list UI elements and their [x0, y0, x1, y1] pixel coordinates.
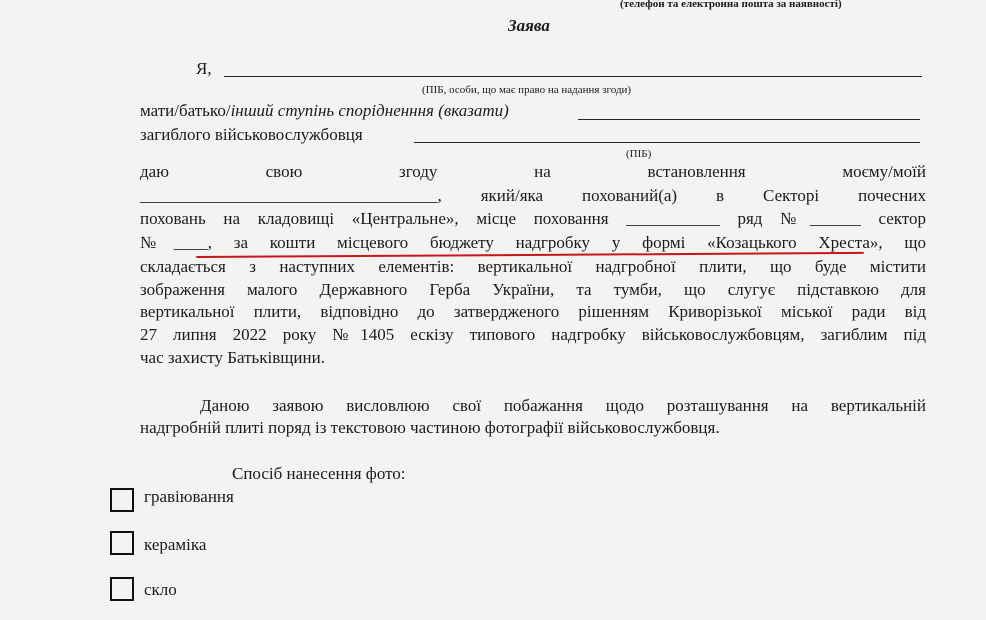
relation-italic-text: інший ступінь спорідненння (вказати)	[230, 101, 509, 120]
glass-checkbox[interactable]	[110, 577, 134, 601]
consent-word: встановлення	[647, 162, 746, 181]
contact-hint: (телефон та електронна пошта за наявності)	[620, 0, 842, 10]
applicant-name-hint: (ПІБ, особи, що має право на надання згоди)	[422, 84, 632, 96]
consent-line	[140, 162, 926, 182]
wish-paragraph-last-line: надгробній плиті поряд із текстовою частиною фотографії військовослужбовця.	[140, 418, 720, 437]
engraving-label: гравіювання	[144, 487, 234, 506]
ceramic-checkbox[interactable]	[110, 531, 134, 555]
paragraph-line: 27 липня 2022 року №1405 ескізу типового надгробку військовослужбовцям, загиблим під	[140, 325, 926, 344]
ceramic-label: кераміка	[144, 535, 207, 554]
consent-word: свою	[265, 162, 303, 181]
paragraph-line: зображення малого Державного Герба України, та тумби, що слугує підставкою для	[140, 280, 926, 299]
applicant-prefix: Я,	[196, 59, 212, 78]
paragraph-line: вертикальної плити, відповідно до затвердженого рішенням Криворізької міської ради від	[140, 302, 926, 321]
document-title: Заява	[508, 16, 550, 35]
relation-field[interactable]	[578, 119, 920, 120]
deceased-name-hint: (ПІБ)	[626, 148, 652, 160]
paragraph-last-line: час захисту Батьківщини.	[140, 348, 325, 367]
deceased-label: загиблого військовослужбовця	[140, 125, 363, 144]
paragraph-line: складається з наступних елементів: вертикальної надгробної плити, що буде містити	[140, 257, 926, 276]
wish-paragraph-line: Даною заявою висловлюю свої побажання щодо розташування на вертикальній	[200, 396, 926, 415]
paragraph-line: ___________________________________, який/яка похований(а) в Секторі почесних	[140, 186, 926, 205]
deceased-name-field[interactable]	[414, 142, 920, 143]
consent-word: згоду	[399, 162, 438, 181]
photo-method-title: Спосіб нанесення фото:	[232, 464, 406, 483]
applicant-name-field[interactable]	[224, 76, 922, 77]
paragraph-line-highlighted: №____, за кошти місцевого бюджету надгробку у формі «Козацького Хреста», що	[140, 233, 926, 252]
consent-word: даю	[140, 162, 169, 181]
engraving-checkbox[interactable]	[110, 488, 134, 512]
relation-label	[140, 100, 509, 122]
consent-word: на	[534, 162, 551, 181]
glass-label: скло	[144, 580, 177, 599]
paragraph-line: поховань на кладовищі «Центральне», місце поховання ___________ ряд №______ сектор	[140, 209, 926, 228]
consent-word: моєму/моїй	[842, 162, 926, 181]
relation-text: мати/батько/	[140, 101, 231, 120]
